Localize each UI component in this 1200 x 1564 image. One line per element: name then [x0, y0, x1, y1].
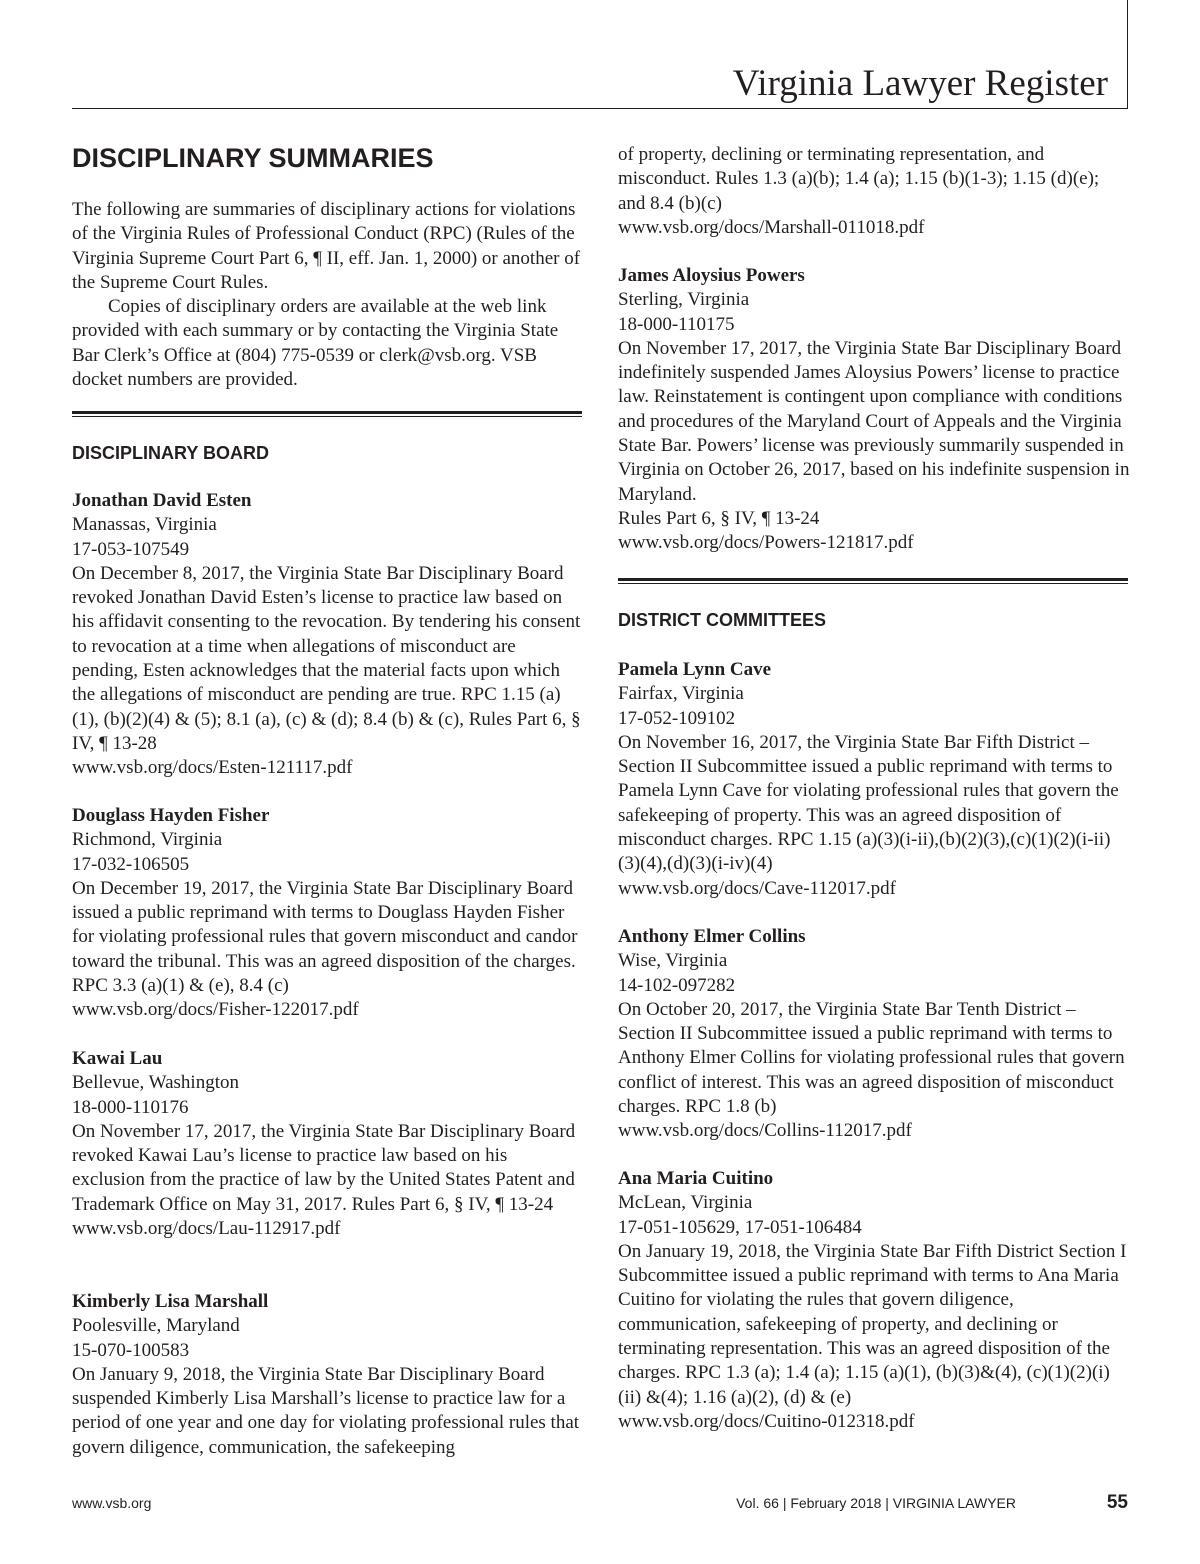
document-link[interactable]: www.vsb.org/docs/Esten-121117.pdf	[72, 757, 353, 779]
header-vertical-rule	[1127, 0, 1128, 108]
summary-text: On January 9, 2018, the Virginia State Bar Disciplinary Board suspended Kimberly Lisa Marshall’s license to practice law for a period of one year and one day for violating professional rules that govern diligence, communication, the safekeeping	[72, 1363, 580, 1458]
document-link[interactable]: www.vsb.org/docs/Fisher-122017.pdf	[72, 999, 359, 1021]
attorney-name: Kimberly Lisa Marshall	[72, 1291, 269, 1312]
attorney-name: Douglass Hayden Fisher	[72, 805, 270, 826]
summary-entry	[72, 489, 584, 781]
docket-number: 17-052-109102	[618, 707, 736, 729]
docket-number: 17-051-105629, 17-051-106484	[618, 1216, 862, 1238]
summary-text: On November 16, 2017, the Virginia State Bar Fifth District – Section II Subcommittee issued a public reprimand with terms to Pamela Lynn Cave for violating professional rules that govern the safekeeping of property. This was an agreed disposition of misconduct charges. RPC 1.15 (a)(3)(i-ii),(b)(2)(3),(c)(1)(2)(i-ii)(3)(4),(d)(3)(i-iv)(4)	[618, 731, 1119, 875]
attorney-name: Jonathan David Esten	[72, 490, 252, 511]
attorney-name: Anthony Elmer Collins	[618, 926, 806, 947]
summary-text: On November 17, 2017, the Virginia State Bar Disciplinary Board indefinitely suspended James Aloysius Powers’ license to practice law. Reinstatement is contingent upon compliance with conditions and procedures of the Maryland Court of Appeals and the Virginia State Bar. Powers’ license was previously summarily suspended in Virginia on October 26, 2017, based on his indefinite suspension in Maryland.	[618, 337, 1130, 505]
attorney-location: Wise, Virginia	[618, 950, 728, 972]
docket-number: 14-102-097282	[618, 974, 736, 996]
document-link[interactable]: www.vsb.org/docs/Cuitino-012318.pdf	[618, 1410, 915, 1432]
summary-text: On December 19, 2017, the Virginia State Bar Disciplinary Board issued a public reprimand with terms to Douglass Hayden Fisher for violating professional rules that govern misconduct and candor toward the tribunal. This was an agreed disposition of the charges. RPC 3.3 (a)(1) & (e), 8.4 (c)	[72, 877, 578, 997]
attorney-location: Bellevue, Washington	[72, 1072, 239, 1094]
docket-number: 15-070-100583	[72, 1339, 190, 1361]
attorney-name: Pamela Lynn Cave	[618, 659, 772, 680]
summary-text: On January 19, 2018, the Virginia State Bar Fifth District Section I Subcommittee issued a public reprimand with terms to Ana Maria Cuitino for violating the rules that govern diligence, communication, safekeeping of property, and declining or terminating representation. This was an agreed disposition of the charges. RPC 1.3 (a); 1.4 (a); 1.15 (a)(1), (b)(3)&(4), (c)(1)(2)(i)(ii) &(4); 1.16 (a)(2), (d) & (e)	[618, 1240, 1127, 1408]
intro-paragraph: Copies of disciplinary orders are available at the web link provided with each summary or by contacting the Virginia State Bar Clerk’s Office at (804) 775-0539 or clerk@vsb.org. VSB docket numbers are provided.	[72, 296, 559, 391]
summary-entry	[72, 804, 584, 1023]
section-heading-district-committees: DISTRICT COMMITTEES	[618, 610, 826, 630]
document-link[interactable]: www.vsb.org/docs/Lau-112917.pdf	[72, 1218, 341, 1240]
summary-text: of property, declining or terminating representation, and misconduct. Rules 1.3 (a)(b); 1.4 (a); 1.15 (b)(1-3); 1.15 (d)(e); and 8.4 (b)(c)	[618, 144, 1100, 214]
summary-entry	[618, 264, 1130, 556]
docket-number: 18-000-110176	[72, 1096, 189, 1118]
docket-number: 17-032-106505	[72, 853, 190, 875]
section-divider	[618, 578, 1128, 584]
footer-website[interactable]: www.vsb.org	[72, 1495, 152, 1511]
attorney-location: Poolesville, Maryland	[72, 1315, 240, 1337]
attorney-location: Manassas, Virginia	[72, 514, 217, 536]
summary-entry	[72, 1047, 584, 1241]
document-link[interactable]: www.vsb.org/docs/Marshall-011018.pdf	[618, 216, 925, 238]
running-head: Virginia Lawyer Register	[732, 63, 1108, 104]
header-horizontal-rule	[72, 108, 1128, 109]
section-divider	[72, 411, 582, 417]
page-number: 55	[1106, 1492, 1128, 1513]
document-link[interactable]: www.vsb.org/docs/Collins-112017.pdf	[618, 1120, 912, 1142]
summary-text: On October 20, 2017, the Virginia State Bar Tenth District – Section II Subcommittee issued a public reprimand with terms to Anthony Elmer Collins for violating professional rules that govern conflict of interest. This was an agreed disposition of misconduct charges. RPC 1.8 (b)	[618, 998, 1125, 1118]
summary-text: On November 17, 2017, the Virginia State Bar Disciplinary Board revoked Kawai Lau’s license to practice law based on his exclusion from the practice of law by the United States Patent and Trademark Office on May 31, 2017. Rules Part 6, § IV, ¶ 13-24	[72, 1120, 576, 1215]
attorney-name: James Aloysius Powers	[618, 265, 805, 286]
attorney-name: Kawai Lau	[72, 1048, 163, 1069]
rule-citation: Rules Part 6, § IV, ¶ 13-24	[618, 507, 820, 529]
document-link[interactable]: www.vsb.org/docs/Cave-112017.pdf	[618, 877, 896, 899]
attorney-location: Sterling, Virginia	[618, 289, 750, 311]
section-heading-disciplinary-board: DISCIPLINARY BOARD	[72, 443, 270, 463]
page-title: DISCIPLINARY SUMMARIES	[72, 143, 434, 173]
summary-entry	[618, 925, 1130, 1144]
attorney-location: Richmond, Virginia	[72, 829, 223, 851]
intro-text	[72, 198, 584, 392]
document-link[interactable]: www.vsb.org/docs/Powers-121817.pdf	[618, 532, 914, 554]
summary-entry-continued	[618, 143, 1130, 240]
summary-entry	[618, 1167, 1130, 1434]
footer-issue-info: Vol. 66 | February 2018 | VIRGINIA LAWYER	[736, 1495, 1016, 1511]
summary-text: On December 8, 2017, the Virginia State Bar Disciplinary Board revoked Jonathan David Esten’s license to practice law based on his affidavit consenting to the revocation. By tendering his consent to revocation at a time when allegations of misconduct are pending, Esten acknowledges that the material facts upon which the allegations of misconduct are pending are true. RPC 1.15 (a) (1), (b)(2)(4) & (5); 8.1 (a), (c) & (d); 8.4 (b) & (c), Rules Part 6, § IV, ¶ 13-28	[72, 562, 581, 754]
intro-paragraph: The following are summaries of disciplinary actions for violations of the Virginia Rules of Professional Conduct (RPC) (Rules of the Virginia Supreme Court Part 6, ¶ II, eff. Jan. 1, 2000) or another of the Supreme Court Rules.	[72, 199, 581, 293]
attorney-location: Fairfax, Virginia	[618, 683, 744, 705]
attorney-location: McLean, Virginia	[618, 1192, 753, 1214]
attorney-name: Ana Maria Cuitino	[618, 1168, 774, 1189]
summary-entry	[72, 1290, 584, 1460]
docket-number: 17-053-107549	[72, 538, 190, 560]
docket-number: 18-000-110175	[618, 313, 735, 335]
summary-entry	[618, 658, 1130, 901]
